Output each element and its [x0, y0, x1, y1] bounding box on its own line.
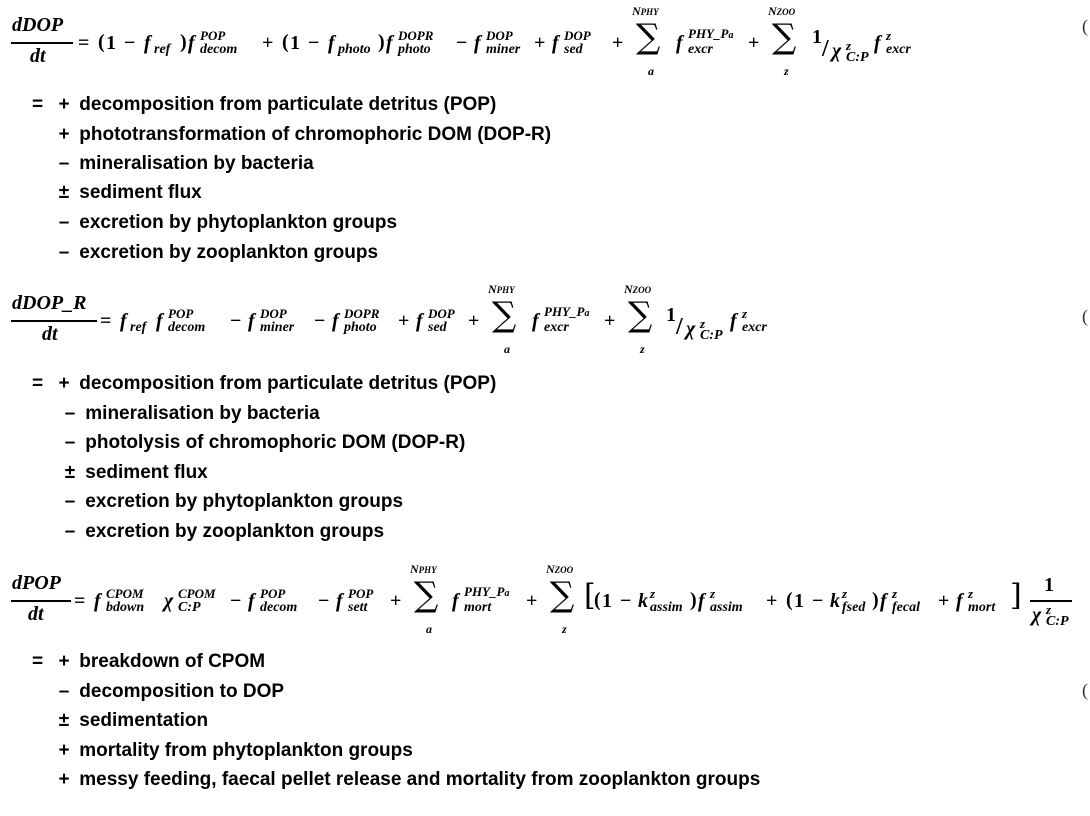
f-sett-sub: sett: [348, 600, 368, 615]
chi-cpom-sup: CPOM: [178, 586, 216, 601]
k-assim-sup: z: [650, 586, 656, 601]
f-mort-phy-sub: mort: [464, 600, 492, 615]
f-excr-zoo-sub: excr: [742, 320, 767, 335]
f-photo-sub: photo: [344, 320, 377, 335]
f-decom-sup: POP: [260, 586, 286, 601]
sum-upper-limit: NZOO: [768, 4, 796, 18]
list-item: = + decomposition from particulate detritus (POP): [32, 94, 497, 115]
chi-cpom: χ: [164, 590, 174, 612]
minus: −: [124, 32, 136, 54]
minus: −: [230, 590, 242, 612]
f-decom-sub: decom: [200, 42, 238, 57]
fraction-bar: [11, 42, 73, 44]
one: 1: [106, 32, 116, 54]
summation-icon: ∑: [492, 295, 517, 335]
equals-sign: =: [78, 32, 90, 54]
f-decom-sub: decom: [260, 600, 298, 615]
f-miner: f: [248, 310, 255, 332]
list-item: – excretion by phytoplankton groups: [58, 212, 398, 233]
list-item: + messy feeding, faecal pellet release and mortality from zooplankton groups: [58, 769, 761, 790]
f-sed-sup: DOP: [428, 306, 455, 321]
summation-icon: ∑: [414, 575, 439, 615]
paren: (: [282, 31, 289, 53]
f-photo: f: [332, 310, 339, 332]
equation-dop-r: [0, 278, 1090, 370]
f-miner-sup: DOP: [486, 28, 513, 43]
one: 1: [812, 26, 822, 48]
minus: −: [620, 590, 632, 612]
fraction-numerator: 1: [1044, 574, 1054, 596]
f-photo-dopr: f: [386, 32, 393, 54]
f-bdown: f: [94, 590, 101, 612]
f-sed: f: [552, 32, 559, 54]
right-bracket: ]: [1010, 578, 1022, 613]
f-decom-sup: POP: [200, 28, 226, 43]
sum-lower-limit: z: [784, 64, 789, 78]
equation-number: (: [1082, 16, 1088, 36]
list-item: ± sedimentation: [58, 710, 209, 731]
f-fecal-sub: fecal: [892, 600, 920, 615]
chi-cp-sup: z: [1046, 602, 1052, 617]
f-photo: f: [328, 32, 335, 54]
sum-lower-limit: z: [640, 342, 645, 356]
f-miner-sup: DOP: [260, 306, 287, 321]
summation-icon: ∑: [550, 575, 575, 615]
sum-upper-limit: NZOO: [546, 562, 574, 576]
plus: +: [604, 310, 616, 332]
f-bdown-sub: bdown: [106, 600, 145, 615]
paren: ): [872, 589, 879, 611]
paren: ): [378, 31, 385, 53]
equation-pop: [0, 558, 1090, 650]
list-item: = + decomposition from particulate detritus (POP): [32, 373, 497, 394]
plus: +: [262, 32, 274, 54]
sum-upper-limit: NPHY: [410, 562, 437, 576]
lhs-denominator: dt: [28, 603, 44, 625]
list-item: = + breakdown of CPOM: [32, 651, 266, 672]
slash: /: [676, 314, 683, 340]
f-sett-sup: POP: [348, 586, 374, 601]
f-excr-phy: f: [676, 32, 683, 54]
plus: +: [938, 590, 950, 612]
f-photo-dopr-sub: photo: [398, 42, 431, 57]
lhs-denominator: dt: [42, 323, 58, 345]
lhs-numerator: dPOP: [12, 572, 61, 594]
f-sed-sup: DOP: [564, 28, 591, 43]
equals-sign: =: [100, 310, 112, 332]
list-item: + phototransformation of chromophoric DOM (DOP-R): [58, 124, 552, 145]
minus: −: [456, 32, 468, 54]
one: 1: [794, 590, 804, 612]
plus: +: [534, 32, 546, 54]
sum-lower-limit: z: [562, 622, 567, 636]
f-photo-sup: DOPR: [344, 306, 380, 321]
list-item: – mineralisation by bacteria: [58, 153, 314, 174]
f-sed-sub: sed: [564, 42, 583, 57]
f-photo-sub: photo: [338, 42, 371, 57]
plus: +: [398, 310, 410, 332]
slash: /: [822, 36, 829, 62]
one: 1: [602, 590, 612, 612]
list-item: – photolysis of chromophoric DOM (DOP-R): [64, 432, 466, 453]
equation-dop: [0, 0, 1090, 92]
f-excr-zoo-sup: z: [742, 306, 748, 321]
sum-upper-limit: NZOO: [624, 282, 652, 296]
k-fsed-sup: z: [842, 586, 848, 601]
summation-icon: ∑: [628, 295, 653, 335]
chi-cp-sup: z: [700, 316, 706, 331]
sum-lower-limit: a: [648, 64, 654, 78]
f-excr-phy-sub: excr: [688, 42, 713, 57]
sum-upper-limit: NPHY: [632, 4, 659, 18]
minus: −: [230, 310, 242, 332]
plus: +: [748, 32, 760, 54]
summation-icon: ∑: [636, 17, 661, 57]
chi-cp-sub: C:P: [1046, 614, 1069, 629]
chi-cp-sub: C:P: [846, 50, 869, 65]
k-assim-sub: assim: [650, 600, 683, 615]
list-item: ± sediment flux: [58, 182, 202, 203]
chi-cp-sub: C:P: [700, 328, 723, 343]
k-assim: k: [638, 590, 648, 612]
paren: (: [98, 31, 105, 53]
f-excr-phy-sub: excr: [544, 320, 569, 335]
paren: (: [594, 589, 601, 611]
sum-lower-limit: a: [504, 342, 510, 356]
f-excr-zoo-sup: z: [886, 28, 892, 43]
f-excr-phy-sup: PHY_Pa: [544, 304, 590, 319]
fraction-bar: [11, 600, 71, 602]
one: 1: [290, 32, 300, 54]
list-item: – excretion by zooplankton groups: [64, 521, 385, 542]
equals-sign: =: [74, 590, 86, 612]
f-excr-zoo: f: [874, 32, 881, 54]
f-ref-sub: ref: [154, 42, 171, 57]
lhs-denominator: dt: [30, 45, 46, 67]
k-fsed: k: [830, 590, 840, 612]
paren: (: [786, 589, 793, 611]
sum-upper-limit: NPHY: [488, 282, 515, 296]
k-fsed-sub: fsed: [842, 600, 866, 615]
equation-number: (: [1082, 680, 1088, 700]
plus: +: [612, 32, 624, 54]
f-decom: f: [248, 590, 255, 612]
f-mort-zoo-sup: z: [968, 586, 974, 601]
paren: ): [180, 31, 187, 53]
sum-lower-limit: a: [426, 622, 432, 636]
f-decom-sub: decom: [168, 320, 206, 335]
f-excr-zoo-sub: excr: [886, 42, 911, 57]
f-ref-sub: ref: [130, 320, 147, 335]
chi-cp: χ: [1032, 604, 1042, 626]
f-ref: f: [144, 32, 151, 54]
f-ref: f: [120, 310, 127, 332]
f-miner-sub: miner: [260, 320, 295, 335]
f-decom-sup: POP: [168, 306, 194, 321]
plus: +: [526, 590, 538, 612]
f-sed-sub: sed: [428, 320, 447, 335]
list-item: + mortality from phytoplankton groups: [58, 740, 413, 761]
plus: +: [390, 590, 402, 612]
chi-cp: χ: [832, 40, 842, 62]
list-item: – excretion by zooplankton groups: [58, 242, 379, 263]
minus: −: [812, 590, 824, 612]
f-mort-phy: f: [452, 590, 459, 612]
f-mort-zoo-sub: mort: [968, 600, 996, 615]
f-fecal-sup: z: [892, 586, 898, 601]
fraction-bar: [11, 320, 97, 322]
f-decom: f: [156, 310, 163, 332]
f-assim-sup: z: [710, 586, 716, 601]
minus: −: [314, 310, 326, 332]
left-bracket: [: [584, 578, 596, 613]
f-miner-sub: miner: [486, 42, 521, 57]
f-mort-zoo: f: [956, 590, 963, 612]
plus: +: [766, 590, 778, 612]
list-item: ± sediment flux: [64, 462, 208, 483]
f-assim-sub: assim: [710, 600, 743, 615]
f-bdown-sup: CPOM: [106, 586, 144, 601]
lhs-numerator: dDOP_R: [12, 292, 87, 314]
minus: −: [308, 32, 320, 54]
f-mort-phy-sup: PHY_Pa: [464, 584, 510, 599]
equation-number: (: [1082, 306, 1088, 326]
one: 1: [666, 304, 676, 326]
f-sed: f: [416, 310, 423, 332]
list-item: – excretion by phytoplankton groups: [64, 491, 404, 512]
chi-cp: χ: [686, 318, 696, 340]
f-fecal: f: [880, 590, 887, 612]
f-excr-zoo: f: [730, 310, 737, 332]
list-item: – mineralisation by bacteria: [64, 403, 320, 424]
chi-cp-sup: z: [846, 38, 852, 53]
lhs-numerator: dDOP: [12, 14, 64, 36]
f-decom: f: [188, 32, 195, 54]
minus: −: [318, 590, 330, 612]
f-sett: f: [336, 590, 343, 612]
list-item: – decomposition to DOP: [58, 681, 285, 702]
f-excr-phy-sup: PHY_Pa: [688, 26, 734, 41]
f-assim: f: [698, 590, 705, 612]
f-photo-dopr-sup: DOPR: [398, 28, 434, 43]
chi-cpom-sub: C:P: [178, 600, 201, 615]
plus: +: [468, 310, 480, 332]
summation-icon: ∑: [772, 17, 797, 57]
f-miner: f: [474, 32, 481, 54]
paren: ): [690, 589, 697, 611]
f-excr-phy: f: [532, 310, 539, 332]
